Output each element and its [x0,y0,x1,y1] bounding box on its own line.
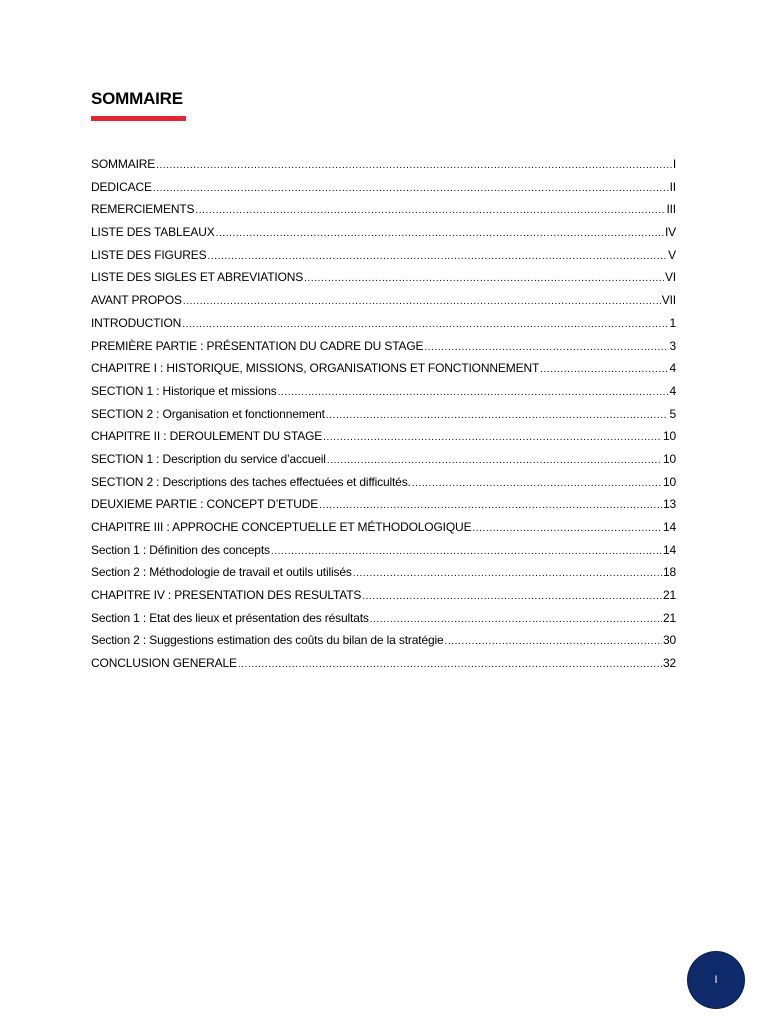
toc-entry-page: 10 [662,429,676,444]
toc-dot-leader [183,291,661,314]
toc-entry[interactable] [91,176,676,199]
toc-entry-page: V [668,247,676,262]
table-of-contents [91,153,676,675]
toc-entry[interactable] [91,357,676,380]
toc-entry-label: LISTE DES TABLEAUX [91,225,215,240]
toc-dot-leader [153,178,669,201]
toc-entry[interactable] [91,221,676,244]
toc-entry[interactable] [91,289,676,312]
toc-dot-leader [278,382,669,405]
toc-entry-label: SECTION 2 : Descriptions des taches effectuées et difficultés. [91,474,411,489]
toc-entry-page: IV [664,225,676,240]
toc-entry-label: Section 1 : Etat des lieux et présentation des résultats [91,610,369,625]
heading-block [91,88,186,121]
toc-entry-label: SOMMAIRE [91,157,156,171]
toc-entry-label: Section 2 : Suggestions estimation des coûts du bilan de la stratégie [91,633,444,648]
toc-dot-leader [370,609,662,632]
toc-dot-leader [238,654,662,677]
toc-entry[interactable] [91,380,676,403]
toc-entry-label: CHAPITRE II : DEROULEMENT DU STAGE [91,429,323,444]
toc-dot-leader [319,495,662,518]
toc-entry-page: VII [661,293,676,308]
toc-entry[interactable] [91,266,676,289]
toc-entry-label: SECTION 2 : Organisation et fonctionnement [91,406,325,421]
toc-entry-label: LISTE DES FIGURES [91,247,207,262]
toc-entry-label: LISTE DES SIGLES ET ABREVIATIONS [91,270,304,285]
toc-entry-page: 3 [669,338,676,353]
toc-entry-page: 10 [662,474,676,489]
toc-entry-label: CHAPITRE III : APPROCHE CONCEPTUELLE ET MÉTHODOLOGIQUE [91,520,472,534]
toc-entry[interactable] [91,607,676,630]
toc-entry-label: REMERCIEMENTS [91,202,195,217]
toc-dot-leader [304,268,664,291]
toc-entry-page: 18 [662,565,676,580]
toc-entry[interactable] [91,471,676,494]
toc-entry-page: 4 [669,383,676,398]
toc-dot-leader [327,450,662,473]
toc-entry-label: CONCLUSION GENERALE [91,656,237,671]
toc-entry-label: AVANT PROPOS [91,293,182,308]
title-underline [91,116,186,121]
toc-entry-page: 21 [662,588,676,603]
toc-entry-page: 1 [669,315,676,330]
toc-entry-page: 13 [662,497,676,512]
toc-entry[interactable] [91,335,676,358]
toc-entry[interactable] [91,153,676,176]
toc-entry-page: 21 [662,610,676,625]
toc-entry-page: I [672,157,676,171]
toc-dot-leader [323,427,662,450]
toc-dot-leader [472,518,662,541]
toc-entry-page: 4 [669,361,676,376]
toc-entry[interactable] [91,448,676,471]
toc-entry-page: 32 [662,656,676,671]
toc-dot-leader [156,155,672,178]
toc-entry-page: 5 [669,406,676,421]
toc-entry[interactable] [91,561,676,584]
toc-entry[interactable] [91,493,676,516]
toc-entry[interactable] [91,425,676,448]
toc-dot-leader [216,223,664,246]
toc-entry-label: CHAPITRE I : HISTORIQUE, MISSIONS, ORGANISATIONS ET FONCTIONNEMENT [91,361,540,376]
toc-entry-label: PREMIÈRE PARTIE : PRÉSENTATION DU CADRE DU STAGE [91,338,424,353]
toc-entry-label: DEUXIEME PARTIE : CONCEPT D’ETUDE [91,497,319,512]
toc-entry-page: 14 [662,542,676,557]
toc-entry-page: III [666,202,676,217]
toc-dot-leader [353,563,662,586]
toc-entry-page: 30 [662,633,676,648]
toc-entry-label: INTRODUCTION [91,315,182,330]
toc-dot-leader [362,586,662,609]
toc-entry-page: 14 [662,520,676,534]
toc-entry-label: SECTION 1 : Historique et missions [91,383,277,398]
toc-entry[interactable] [91,198,676,221]
toc-entry[interactable] [91,539,676,562]
toc-entry-page: 10 [662,451,676,466]
toc-entry[interactable] [91,403,676,426]
page-title: SOMMAIRE [91,89,183,108]
page-number: I [714,974,718,986]
toc-entry[interactable] [91,584,676,607]
toc-entry-label: Section 2 : Méthodologie de travail et outils utilisés [91,565,352,580]
toc-dot-leader [424,337,668,360]
toc-entry[interactable] [91,312,676,335]
page-number-badge [688,952,744,1008]
toc-entry-page: II [669,179,676,194]
toc-entry-label: SECTION 1 : Description du service d’accueil [91,451,326,466]
toc-entry[interactable] [91,244,676,267]
toc-entry-label: CHAPITRE IV : PRESENTATION DES RESULTATS [91,588,362,603]
toc-dot-leader [326,405,669,428]
toc-dot-leader [182,314,668,337]
toc-dot-leader [445,631,662,654]
toc-entry[interactable] [91,652,676,675]
toc-entry[interactable] [91,516,676,539]
toc-entry-page: VI [664,270,676,285]
toc-entry[interactable] [91,629,676,652]
toc-dot-leader [271,541,662,564]
toc-dot-leader [412,473,662,496]
toc-entry-label: Section 1 : Définition des concepts [91,542,270,557]
toc-dot-leader [207,246,667,269]
toc-entry-label: DEDICACE [91,179,152,194]
toc-dot-leader [195,200,665,223]
toc-dot-leader [540,359,668,382]
